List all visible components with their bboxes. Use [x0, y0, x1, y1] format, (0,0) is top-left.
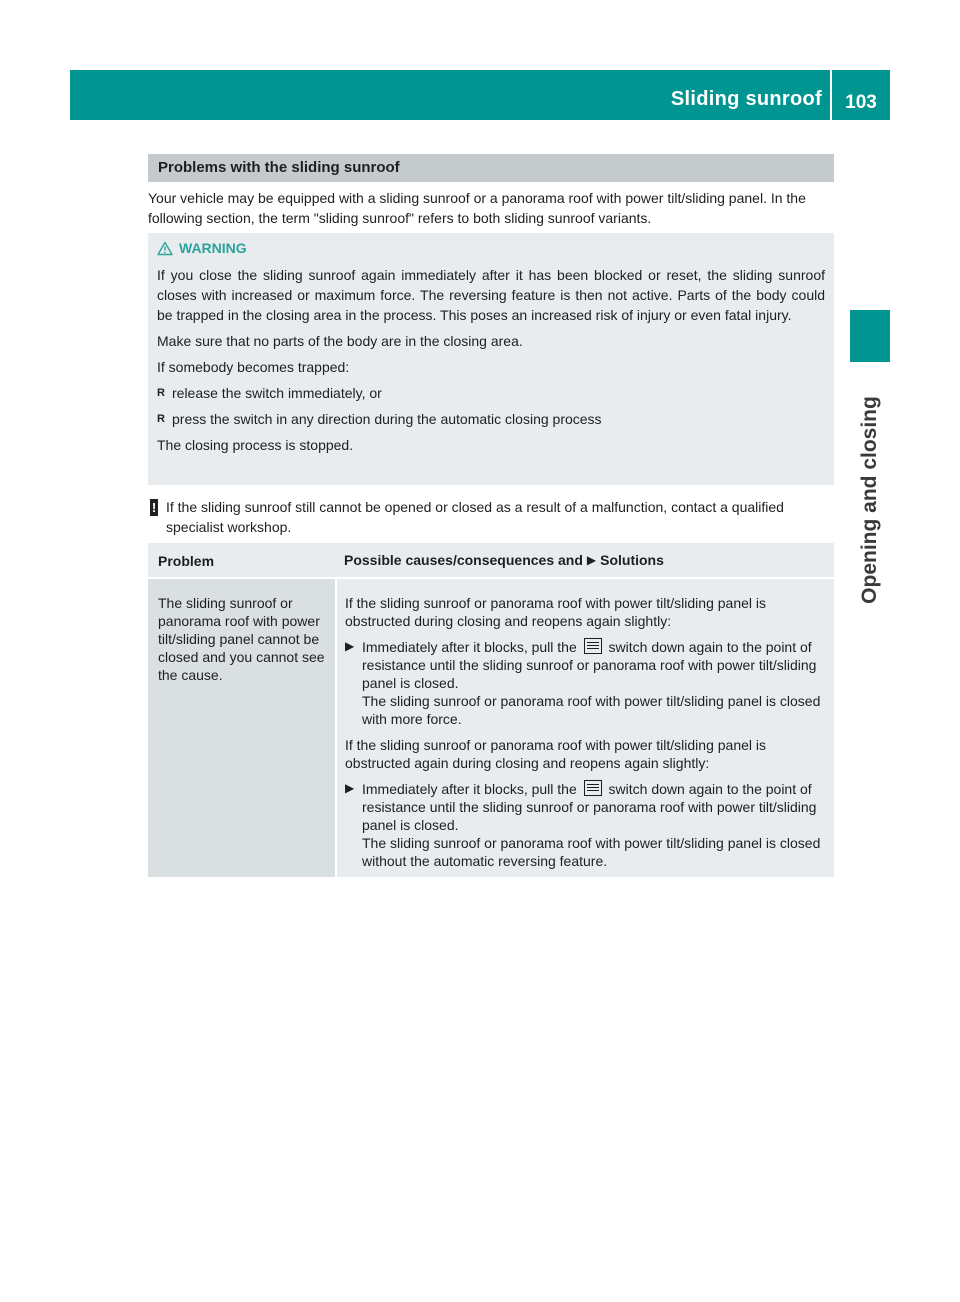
column-header-solutions: Possible causes/consequences and ▶ Solutions: [344, 552, 664, 568]
warning-title: WARNING: [179, 240, 247, 256]
page-header: [70, 70, 890, 120]
play-arrow-icon: ▶: [345, 639, 355, 653]
step-result: The sliding sunroof or panorama roof with power tilt/sliding panel is closed without the automatic reversing feature.: [362, 835, 821, 869]
exclamation-icon: !: [151, 500, 157, 515]
section-heading: Problems with the sliding sunroof: [148, 154, 834, 182]
bullet-icon: R: [157, 413, 165, 425]
problem-cell: The sliding sunroof or panorama roof with power tilt/sliding panel cannot be closed and you cannot see the cause.: [148, 579, 335, 877]
case-condition: If the sliding sunroof or panorama roof with power tilt/sliding panel is obstructed during closing and reopens again slightly:: [345, 595, 766, 629]
table-header: [148, 543, 834, 577]
table-row: [148, 579, 834, 877]
warning-instruction: Make sure that no parts of the body are in the closing area.: [157, 333, 523, 349]
warning-bullet-list: [157, 383, 825, 429]
solutions-cell: [337, 579, 834, 877]
bullet-icon: R: [157, 387, 165, 399]
warning-header: [157, 237, 825, 259]
sunroof-switch-icon: [584, 780, 602, 796]
side-tab-marker: [850, 310, 890, 362]
note: [148, 497, 834, 537]
step-result: The sliding sunroof or panorama roof with power tilt/sliding panel is closed with more force.: [362, 693, 821, 727]
warning-triangle-icon: [157, 241, 173, 256]
warning-trapped-heading: If somebody becomes trapped:: [157, 359, 350, 375]
list-item: R press the switch in any direction during the automatic closing process: [157, 411, 602, 427]
list-item: R release the switch immediately, or: [157, 385, 382, 401]
warning-paragraph: If you close the sliding sunroof again immediately after it has been blocked or reset, the sliding sunroof closes with increased or maximum force. The reversing feature is then not active. Parts of the body could be trapped in the closing area in the process. This poses an increased risk of injury or even fatal injury.: [157, 267, 825, 323]
case-condition: If the sliding sunroof or panorama roof with power tilt/sliding panel is obstructed again during closing and reopens again slightly:: [345, 737, 766, 771]
play-arrow-icon: ▶: [345, 781, 355, 795]
note-text: If the sliding sunroof still cannot be opened or closed as a result of a malfunction, contact a qualified specialist workshop.: [166, 499, 784, 535]
page-number: 103: [845, 92, 877, 113]
warning-result: The closing process is stopped.: [157, 437, 354, 453]
header-title: Sliding sunroof: [670, 88, 822, 110]
intro-paragraph: Your vehicle may be equipped with a sliding sunroof or a panorama roof with power tilt/sliding panel. In the following section, the term "sliding sunroof" refers to both sliding sunroof variants.: [148, 190, 806, 226]
problem-table: [148, 543, 834, 877]
chapter-label: Opening and closing: [858, 396, 881, 604]
action-step: ▶ Immediately after it blocks, pull the switch down again to the point of resistance until the sliding sunroof or panorama roof with power tilt/sliding panel is closed. The sliding sunroof or panorama roof with power tilt/sliding panel is closed without the automatic reversing feature.: [345, 780, 826, 870]
play-arrow-icon: ▶: [586, 553, 597, 567]
action-step: ▶ Immediately after it blocks, pull the switch down again to the point of resistance until the sliding sunroof or panorama roof with power tilt/sliding panel is closed. The sliding sunroof or panorama roof with power tilt/sliding panel is closed with more force.: [345, 638, 826, 728]
sunroof-switch-icon: [584, 638, 602, 654]
column-header-problem: Problem: [158, 553, 215, 569]
warning-box: [148, 233, 834, 485]
